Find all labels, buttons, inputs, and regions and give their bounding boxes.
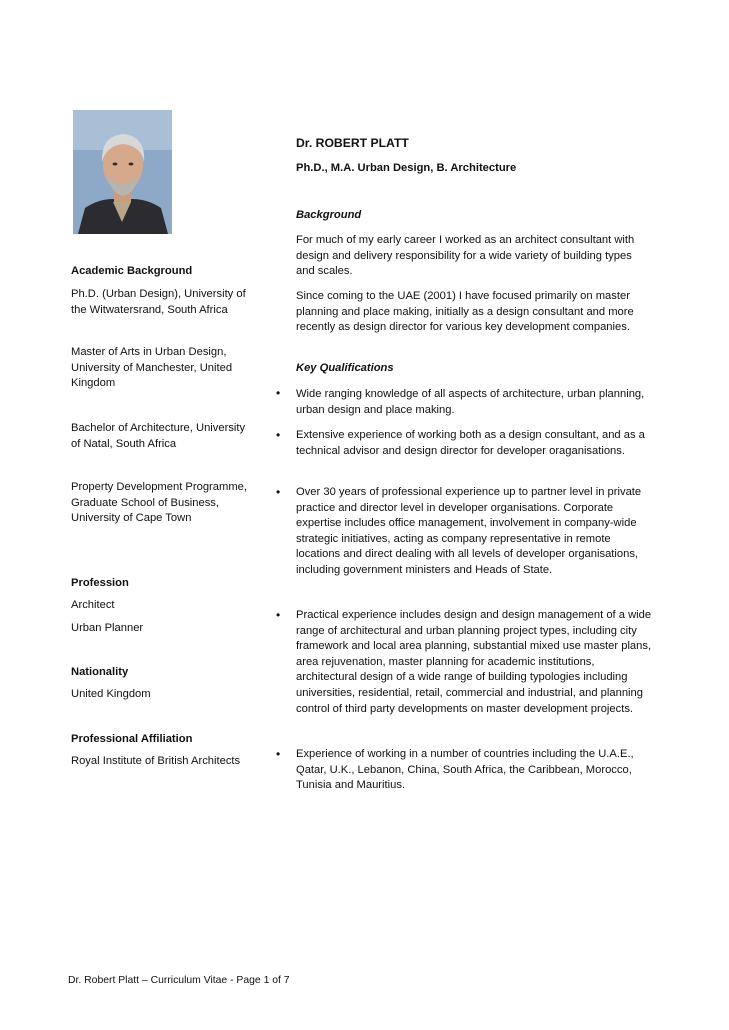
qualifications-heading: Key Qualifications <box>296 362 394 374</box>
academic-item: Property Development Programme, Graduate School of Business, University of Cape Town <box>71 481 247 525</box>
affiliation-value: Royal Institute of British Architects <box>71 755 241 767</box>
qualification-item: Extensive experience of working both as a design consultant, and as a technical advisor and design director for developer oraganisations. <box>296 429 645 457</box>
academic-item: Ph.D. (Urban Design), University of the Witwatersrand, South Africa <box>71 288 246 316</box>
bullet-icon: • <box>276 485 281 499</box>
academic-item: Master of Arts in Urban Design, University of Manchester, United Kingdom <box>71 346 233 390</box>
profession-heading: Profession <box>71 577 129 589</box>
bullet-icon: • <box>276 608 281 622</box>
affiliation-heading: Professional Affiliation <box>71 733 193 745</box>
background-paragraph-1: For much of my early career I worked as an architect consultant with design and delivery responsibility for a wide variety of building types and scales. <box>296 234 635 278</box>
qualification-item: Wide ranging knowledge of all aspects of architecture, urban planning, urban design and place making. <box>296 388 645 416</box>
qualification-item: Over 30 years of professional experience up to partner level in private practice and director level in developer organisations. Corporate expertise includes office management, involvement in company-wide strategic initiatives, acting as company representative in remote locations and direct dealing with all levels of developer organisations, including government ministers and Heads of State. <box>296 486 642 576</box>
profession-item: Urban Planner <box>71 622 144 634</box>
background-heading: Background <box>296 209 362 221</box>
page-footer: Dr. Robert Platt – Curriculum Vitae - Page 1 of 7 <box>68 975 290 986</box>
academic-heading: Academic Background <box>71 265 193 277</box>
academic-item: Bachelor of Architecture, University of Natal, South Africa <box>71 422 246 450</box>
portrait-icon <box>73 110 172 234</box>
nationality-value: United Kingdom <box>71 688 151 700</box>
bullet-icon: • <box>276 386 281 400</box>
portrait-photo <box>73 110 172 234</box>
nationality-heading: Nationality <box>71 666 129 678</box>
bullet-icon: • <box>276 428 281 442</box>
candidate-name: Dr. ROBERT PLATT <box>296 136 409 150</box>
background-paragraph-2: Since coming to the UAE (2001) I have focused primarily on master planning and place making, initially as a design consultant and more recently as design director for various key development companies. <box>296 290 634 334</box>
bullet-icon: • <box>276 747 281 761</box>
qualification-item: Practical experience includes design and design management of a wide range of architectural and urban planning project types, including city framework and local area planning, substantial mixed use master plans, area rejuvenation, master planning for academic institutions, architectural design of a wide range of building typologies including universities, residential, retail, commercial and industrial, and planning control of third party developments on master development projects. <box>296 609 652 715</box>
qualification-item: Experience of working in a number of countries including the U.A.E., Qatar, U.K., Lebanon, China, South Africa, the Caribbean, Morocco, Tunisia and Mauritius. <box>296 748 634 792</box>
candidate-degrees: Ph.D., M.A. Urban Design, B. Architecture <box>296 162 517 174</box>
profession-item: Architect <box>71 599 115 611</box>
